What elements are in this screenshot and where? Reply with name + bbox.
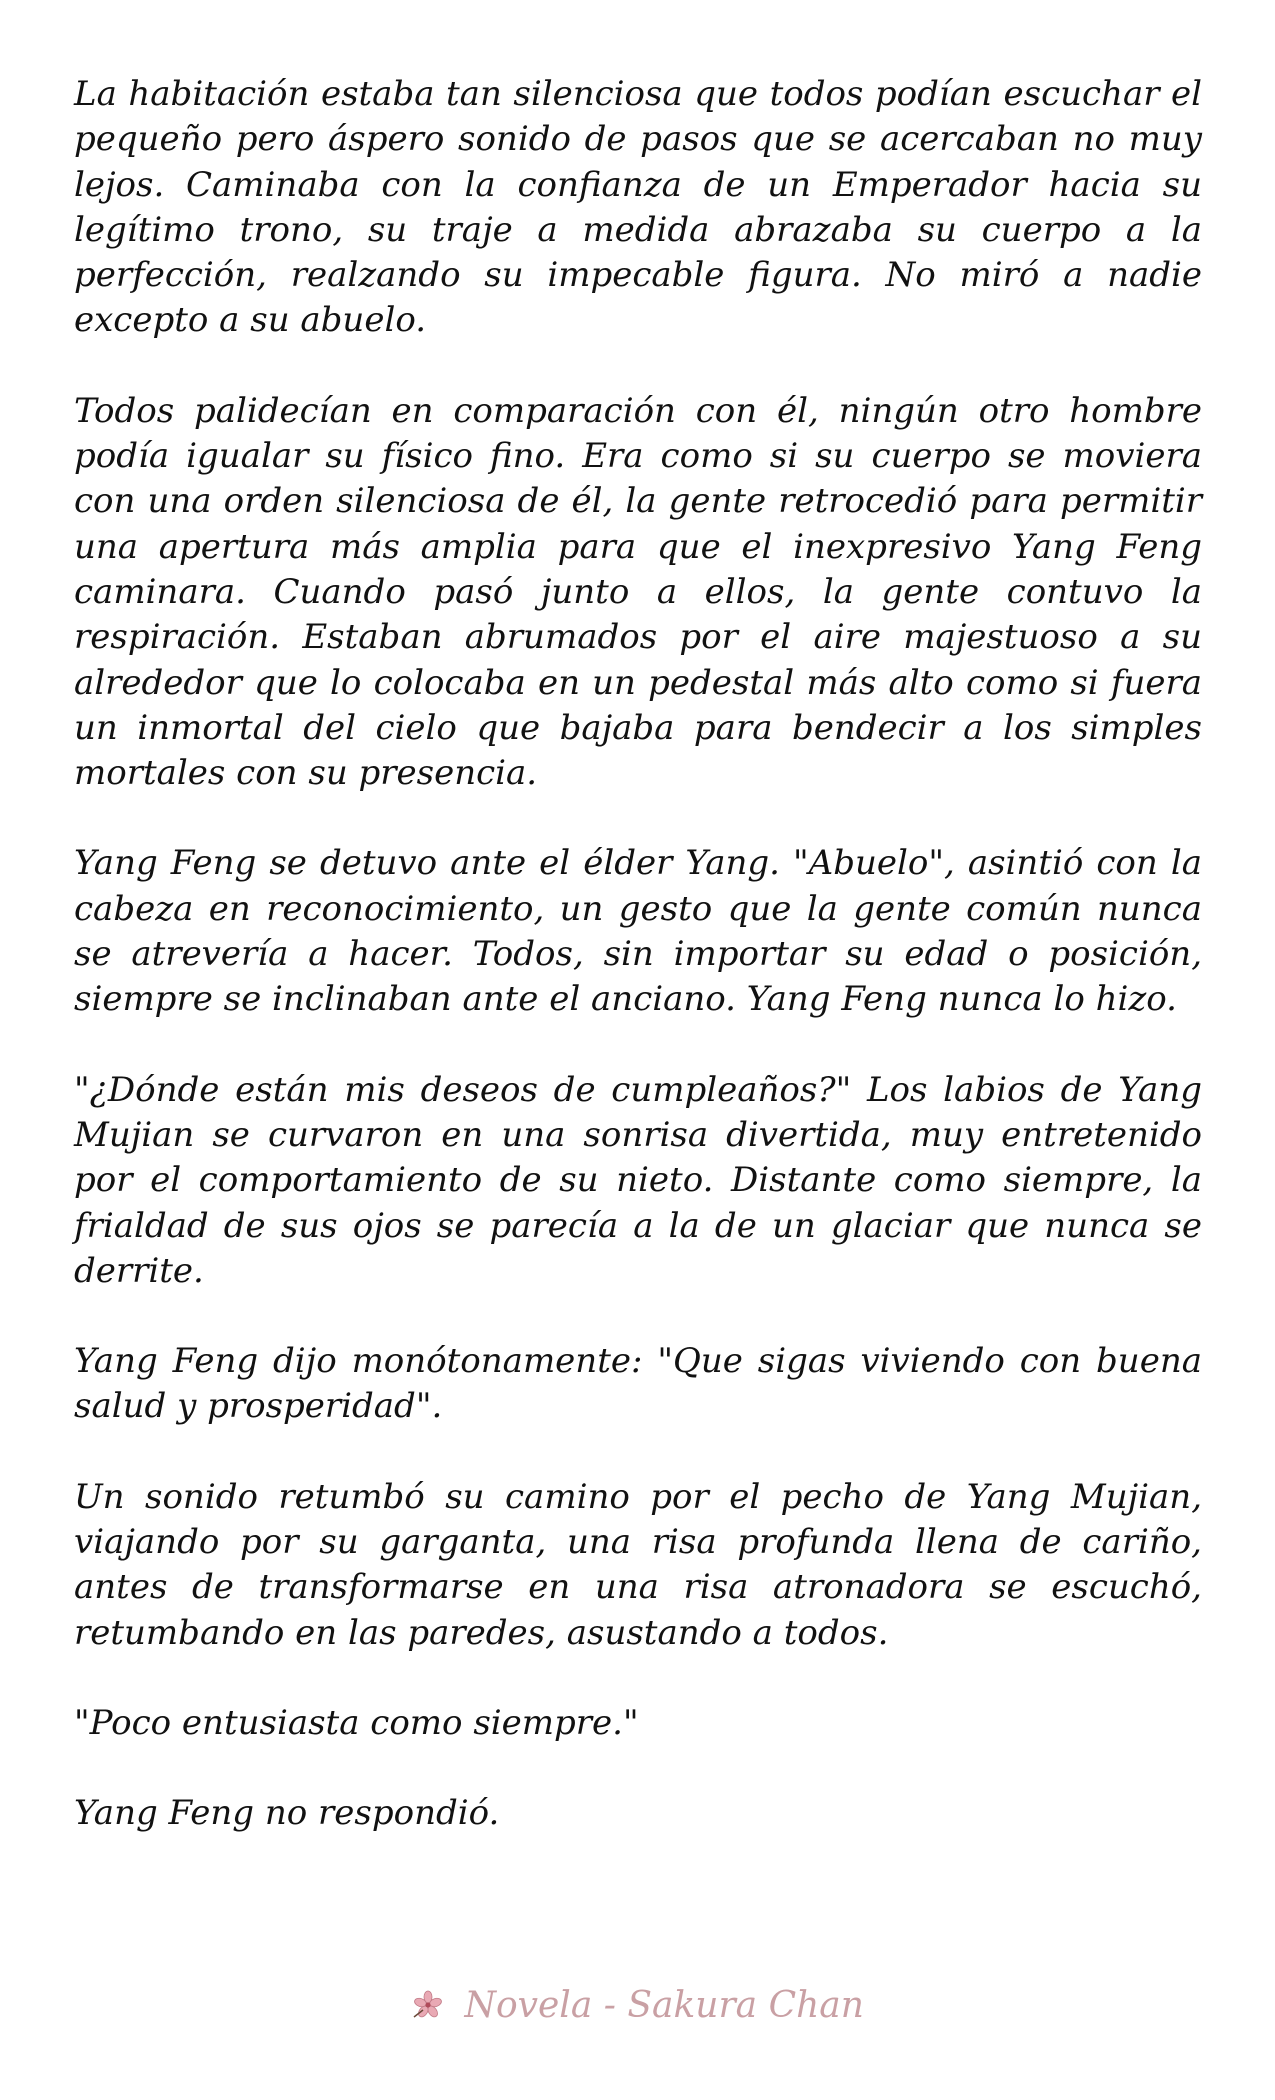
paragraph-4: "¿Dónde están mis deseos de cumpleaños?" Los labios de Yang Mujian se curvaron en una sonrisa divertida, muy entretenido por el comportamiento de su nieto. Distante como siempre, la frialdad de sus ojos se parecía a la de un glaciar que nunca se derrite.: [74, 1069, 1202, 1291]
watermark: [0, 1985, 1275, 2029]
paragraph-7: "Poco entusiasta como siempre.": [74, 1702, 639, 1743]
paragraph-6: Un sonido retumbó su camino por el pecho de Yang Mujian, viajando por su garganta, una risa profunda llena de cariño, antes de transformarse en una risa atronadora se escuchó, retumbando en las paredes, asustando a todos.: [74, 1476, 1202, 1653]
chapter-text: [74, 72, 1202, 1882]
sakura-flower-icon: [411, 1988, 445, 2029]
paragraph-5: Yang Feng dijo monótonamente: "Que sigas viviendo con buena salud y prosperidad".: [74, 1341, 1202, 1427]
paragraph-3: Yang Feng se detuvo ante el élder Yang. "Abuelo", asintió con la cabeza en reconocimiento, un gesto que la gente común nunca se atrevería a hacer. Todos, sin importar su edad o posición, siempre se inclinaban ante el anciano. Yang Feng nunca lo hizo.: [74, 843, 1202, 1020]
paragraph-1: La habitación estaba tan silenciosa que todos podían escuchar el pequeño pero áspero sonido de pasos que se acercaban no muy lejos. Caminaba con la confianza de un Emperador hacia su legítimo trono, su traje a medida abrazaba su cuerpo a la perfección, realzando su impecable figura. No miró a nadie excepto a su abuelo.: [74, 74, 1202, 341]
watermark-text: Novela - Sakura Chan: [464, 1985, 864, 2026]
paragraph-2: Todos palidecían en comparación con él, ningún otro hombre podía igualar su físico fino. Era como si su cuerpo se moviera con una orden silenciosa de él, la gente retrocedió para permitir una apertura más amplia para que el inexpresivo Yang Feng caminara. Cuando pasó junto a ellos, la gente contuvo la respiración. Estaban abrumados por el aire majestuoso a su alrededor que lo colocaba en un pedestal más alto como si fuera un inmortal del cielo que bajaba para bendecir a los simples mortales con su presencia.: [74, 390, 1202, 794]
paragraph-8: Yang Feng no respondió.: [74, 1793, 500, 1834]
